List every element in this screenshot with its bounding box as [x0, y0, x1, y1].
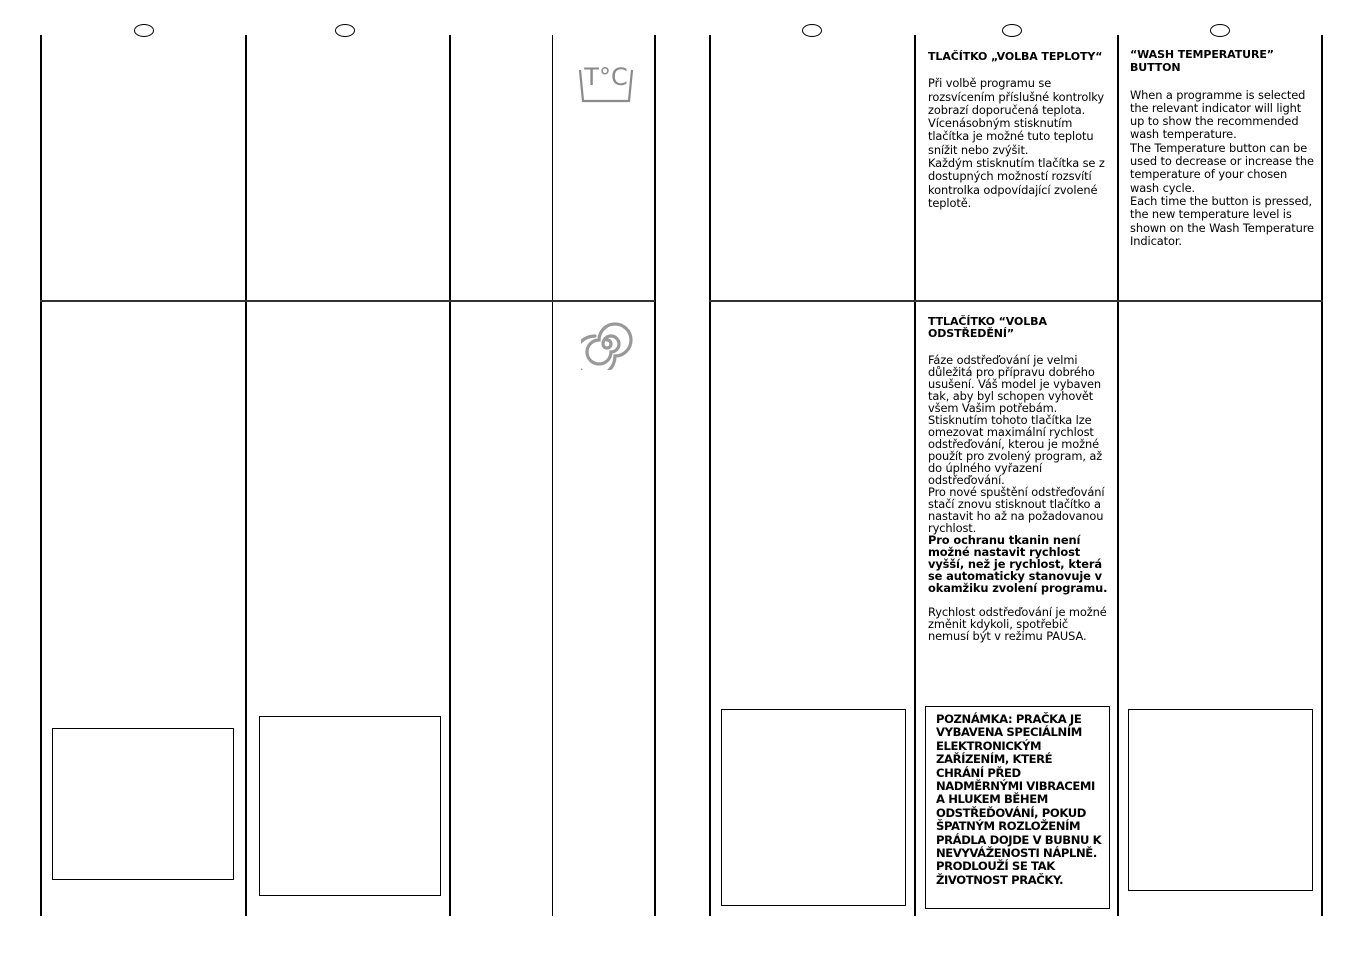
column-divider: [1321, 35, 1323, 916]
section-divider: [40, 300, 655, 302]
language-indicator-oval: [1002, 24, 1022, 37]
language-indicator-oval: [134, 24, 154, 37]
svg-text:T°C: T°C: [584, 63, 628, 91]
paragraph: Stisknutím tohoto tlačítka lze omezovat maximální rychlost odstřeďování, kterou je možné použít pro zvolený program, až do úplného vyřazení odstřeďování.: [928, 413, 1103, 487]
column-divider: [1117, 35, 1119, 916]
section-heading: TLAČÍTKO „VOLBA TEPLOTY“: [928, 50, 1103, 63]
column-divider: [449, 35, 451, 916]
column-divider: [40, 35, 42, 916]
column-divider: [709, 35, 711, 916]
column-divider: [914, 35, 916, 916]
temperature-text-cz: [928, 50, 1110, 210]
empty-note-box: [1128, 709, 1313, 891]
section-divider: [709, 300, 1323, 302]
paragraph: When a programme is selected the relevant indicator will light up to show the recommended wash temperature.: [1130, 87, 1306, 142]
column-divider: [654, 35, 656, 916]
column-divider: [552, 35, 553, 916]
paragraph: Rychlost odstřeďování je možné změnit kdykoli, spotřebič nemusí být v režimu PAUSA.: [928, 605, 1107, 643]
section-heading: TTLAČÍTKO “VOLBA ODSTŘEDĚNÍ”: [928, 315, 1047, 340]
paragraph: Při volbě programu se rozsvícením příslušné kontrolky zobrazí doporučená teplota.: [928, 76, 1105, 117]
paragraph: Pro nové spuštění odstřeďování stačí znovu stisknout tlačítko a nastavit ho až na požadovanou rychlost.: [928, 485, 1105, 535]
wash-temperature-icon: [576, 56, 636, 104]
spin-spiral-icon: [581, 318, 633, 370]
paragraph: Fáze odstřeďování je velmi důležitá pro přípravu dobrého usušení. Váš model je vybaven tak, aby byl schopen vyhovět všem Vašim potřebám.: [928, 353, 1102, 415]
spin-note-box: [925, 706, 1110, 909]
language-indicator-oval: [802, 24, 822, 37]
paragraph: Vícenásobným stisknutím tlačítka je možné tuto teplotu snížit nebo zvýšit.: [928, 116, 1094, 157]
column-divider: [245, 35, 247, 916]
paragraph: Každým stisknutím tlačítka se z dostupných možností rozsvítí kontrolka odpovídající zvolené teplotě.: [928, 156, 1105, 210]
empty-note-box: [52, 728, 234, 880]
empty-note-box: [259, 716, 441, 896]
spin-text-cz: [928, 316, 1110, 642]
paragraph: Each time the button is pressed, the new temperature level is shown on the Wash Temperature Indicator.: [1130, 193, 1314, 248]
paragraph: The Temperature button can be used to decrease or increase the temperature of your chosen wash cycle.: [1130, 140, 1314, 195]
empty-note-box: [721, 709, 906, 906]
language-indicator-oval: [1210, 24, 1230, 37]
temperature-text-en: [1130, 48, 1314, 248]
language-indicator-oval: [335, 24, 355, 37]
bold-paragraph: Pro ochranu tkanin není možné nastavit rychlost vyšší, než je rychlost, která se automaticky stanovuje v okamžiku zvolení programu.: [928, 533, 1108, 595]
note-text: POZNÁMKA: PRAČKA JE VYBAVENA SPECIÁLNÍM ELEKTRONICKÝM ZAŘÍZENÍM, KTERÉ CHRÁNÍ PŘED NADMĚRNÝMI VIBRACEMI A HLUKEM BĚHEM ODSTŘEĎOVÁNÍ, POKUD ŠPATNÝM ROZLOŽENÍM PRÁDLA DOJDE V BUBNU K NEVYVÁŽENOSTI NÁPLNĚ. PRODLOUŽÍ SE TAK ŽIVOTNOST PRAČKY.: [936, 712, 1102, 887]
section-heading: “WASH TEMPERATURE” BUTTON: [1130, 48, 1274, 75]
